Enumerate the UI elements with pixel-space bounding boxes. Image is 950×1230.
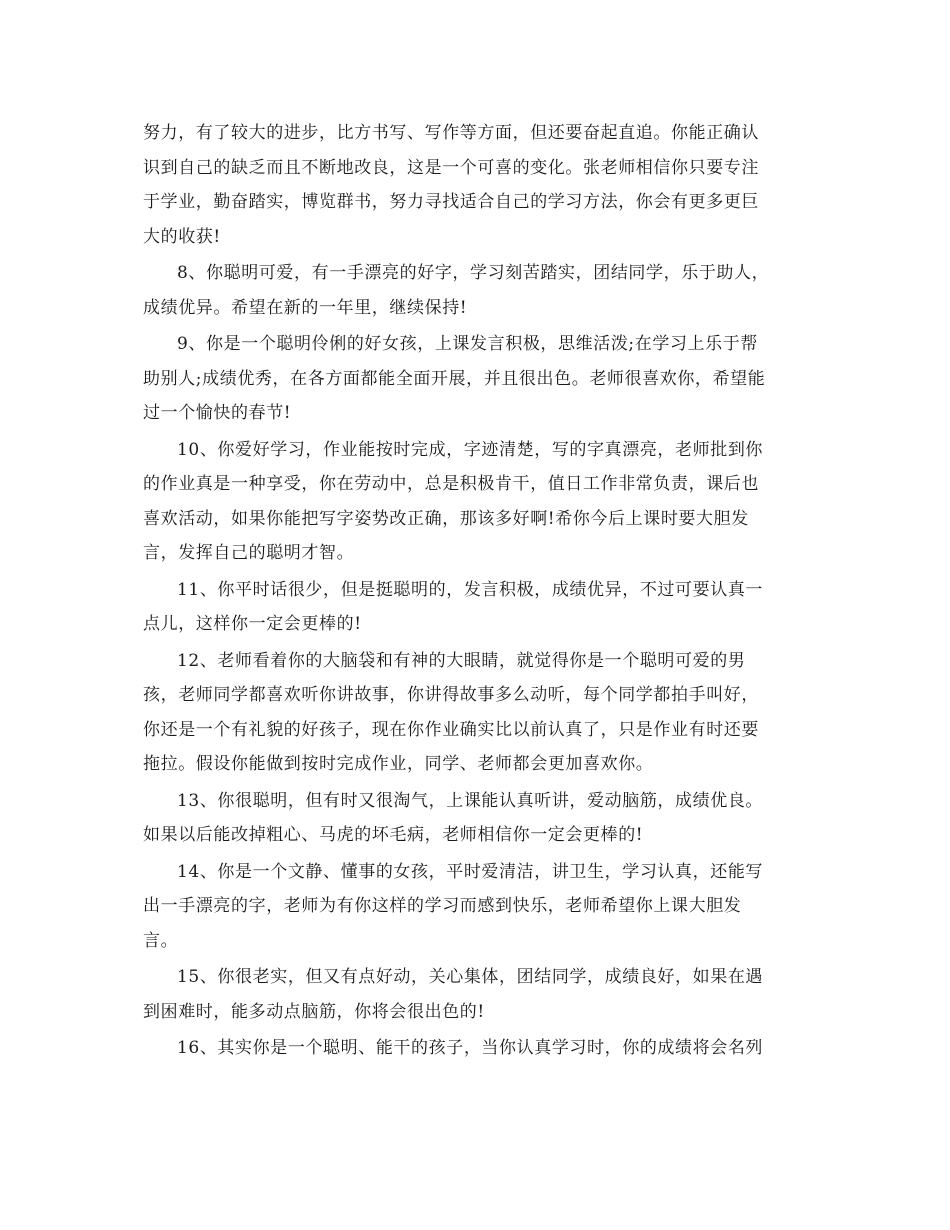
text-line: 10、你爱好学习，作业能按时完成，字迹清楚，写的字真漂亮，老师批到你 bbox=[177, 439, 764, 460]
text-line: 点儿，这样你一定会更棒的! bbox=[143, 614, 362, 634]
document-body bbox=[143, 116, 803, 1068]
text-line: 拖拉。假设你能做到按时完成作业，同学、老师都会更加喜欢你。 bbox=[143, 754, 654, 774]
text-line: 的作业真是一种享受，你在劳动中，总是积极肯干，值日工作非常负责，课后也 bbox=[143, 474, 759, 494]
text-line: 到困难时，能多动点脑筋，你将会很出色的! bbox=[143, 1001, 485, 1022]
paragraph-item-11 bbox=[143, 573, 803, 642]
text-line: 9、你是一个聪明伶俐的好女孩，上课发言积极，思维活泼;在学习上乐于帮 bbox=[177, 334, 758, 354]
text-line: 助别人;成绩优秀，在各方面都能全面开展，并且很出色。老师很喜欢你，希望能 bbox=[143, 368, 766, 389]
text-line: 15、你很老实，但又有点好动，关心集体，团结同学，成绩良好，如果在遇 bbox=[177, 967, 764, 987]
text-line: 过一个愉快的春节! bbox=[143, 403, 292, 423]
text-line: 言。 bbox=[143, 930, 179, 951]
text-line: 你还是一个有礼貌的好孩子，现在你作业确实比以前认真了，只是作业有时还要 bbox=[143, 719, 759, 740]
text-line: 13、你很聪明，但有时又很淘气，上课能认真听讲，爱动脑筋，成绩优良。 bbox=[177, 790, 764, 811]
paragraph-item-16 bbox=[143, 1031, 803, 1066]
text-line: 11、你平时话很少，但是挺聪明的，发言积极，成绩优异，不过可要认真一 bbox=[177, 579, 764, 600]
text-line: 言，发挥自己的聪明才智。 bbox=[143, 543, 355, 563]
paragraph-item-10 bbox=[143, 433, 803, 571]
paragraph-item-15 bbox=[143, 960, 803, 1029]
paragraph-item-14 bbox=[143, 855, 803, 959]
paragraph-item-8 bbox=[143, 256, 803, 325]
text-line: 8、你聪明可爱，有一手漂亮的好字，学习刻苦踏实，团结同学，乐于助人， bbox=[177, 263, 770, 283]
text-line: 成绩优异。希望在新的一年里，继续保持! bbox=[143, 297, 468, 318]
text-line: 12、老师看着你的大脑袋和有神的大眼睛，就觉得你是一个聪明可爱的男 bbox=[177, 650, 746, 671]
text-line: 孩，老师同学都喜欢听你讲故事，你讲得故事多么动听，每个同学都拍手叫好， bbox=[143, 685, 759, 705]
text-line: 14、你是一个文静、懂事的女孩，平时爱清洁，讲卫生，学习认真，还能写 bbox=[177, 861, 764, 882]
text-line: 出一手漂亮的字，老师为有你这样的学习而感到快乐，老师希望你上课大胆发 bbox=[143, 896, 742, 916]
paragraph-item-9 bbox=[143, 327, 803, 431]
paragraph-item-12 bbox=[143, 644, 803, 782]
text-line: 努力，有了较大的进步，比方书写、写作等方面，但还要奋起直追。你能正确认 bbox=[143, 123, 759, 143]
text-line: 如果以后能改掉粗心、马虎的坏毛病，老师相信你一定会更棒的! bbox=[143, 825, 644, 845]
paragraph-continuation bbox=[143, 116, 803, 254]
paragraph-item-13 bbox=[143, 784, 803, 853]
text-line: 大的收获! bbox=[143, 226, 221, 247]
text-line: 喜欢活动，如果你能把写字姿势改正确，那该多好啊!希你今后上课时要大胆发 bbox=[143, 508, 749, 529]
text-line: 识到自己的缺乏而且不断地改良，这是一个可喜的变化。张老师相信你只要专注 bbox=[143, 157, 759, 178]
text-line: 16、其实你是一个聪明、能干的孩子，当你认真学习时，你的成绩将会名列 bbox=[177, 1038, 764, 1058]
text-line: 于学业，勤奋踏实，博览群书，努力寻找适合自己的学习方法，你会有更多更巨 bbox=[143, 192, 759, 212]
